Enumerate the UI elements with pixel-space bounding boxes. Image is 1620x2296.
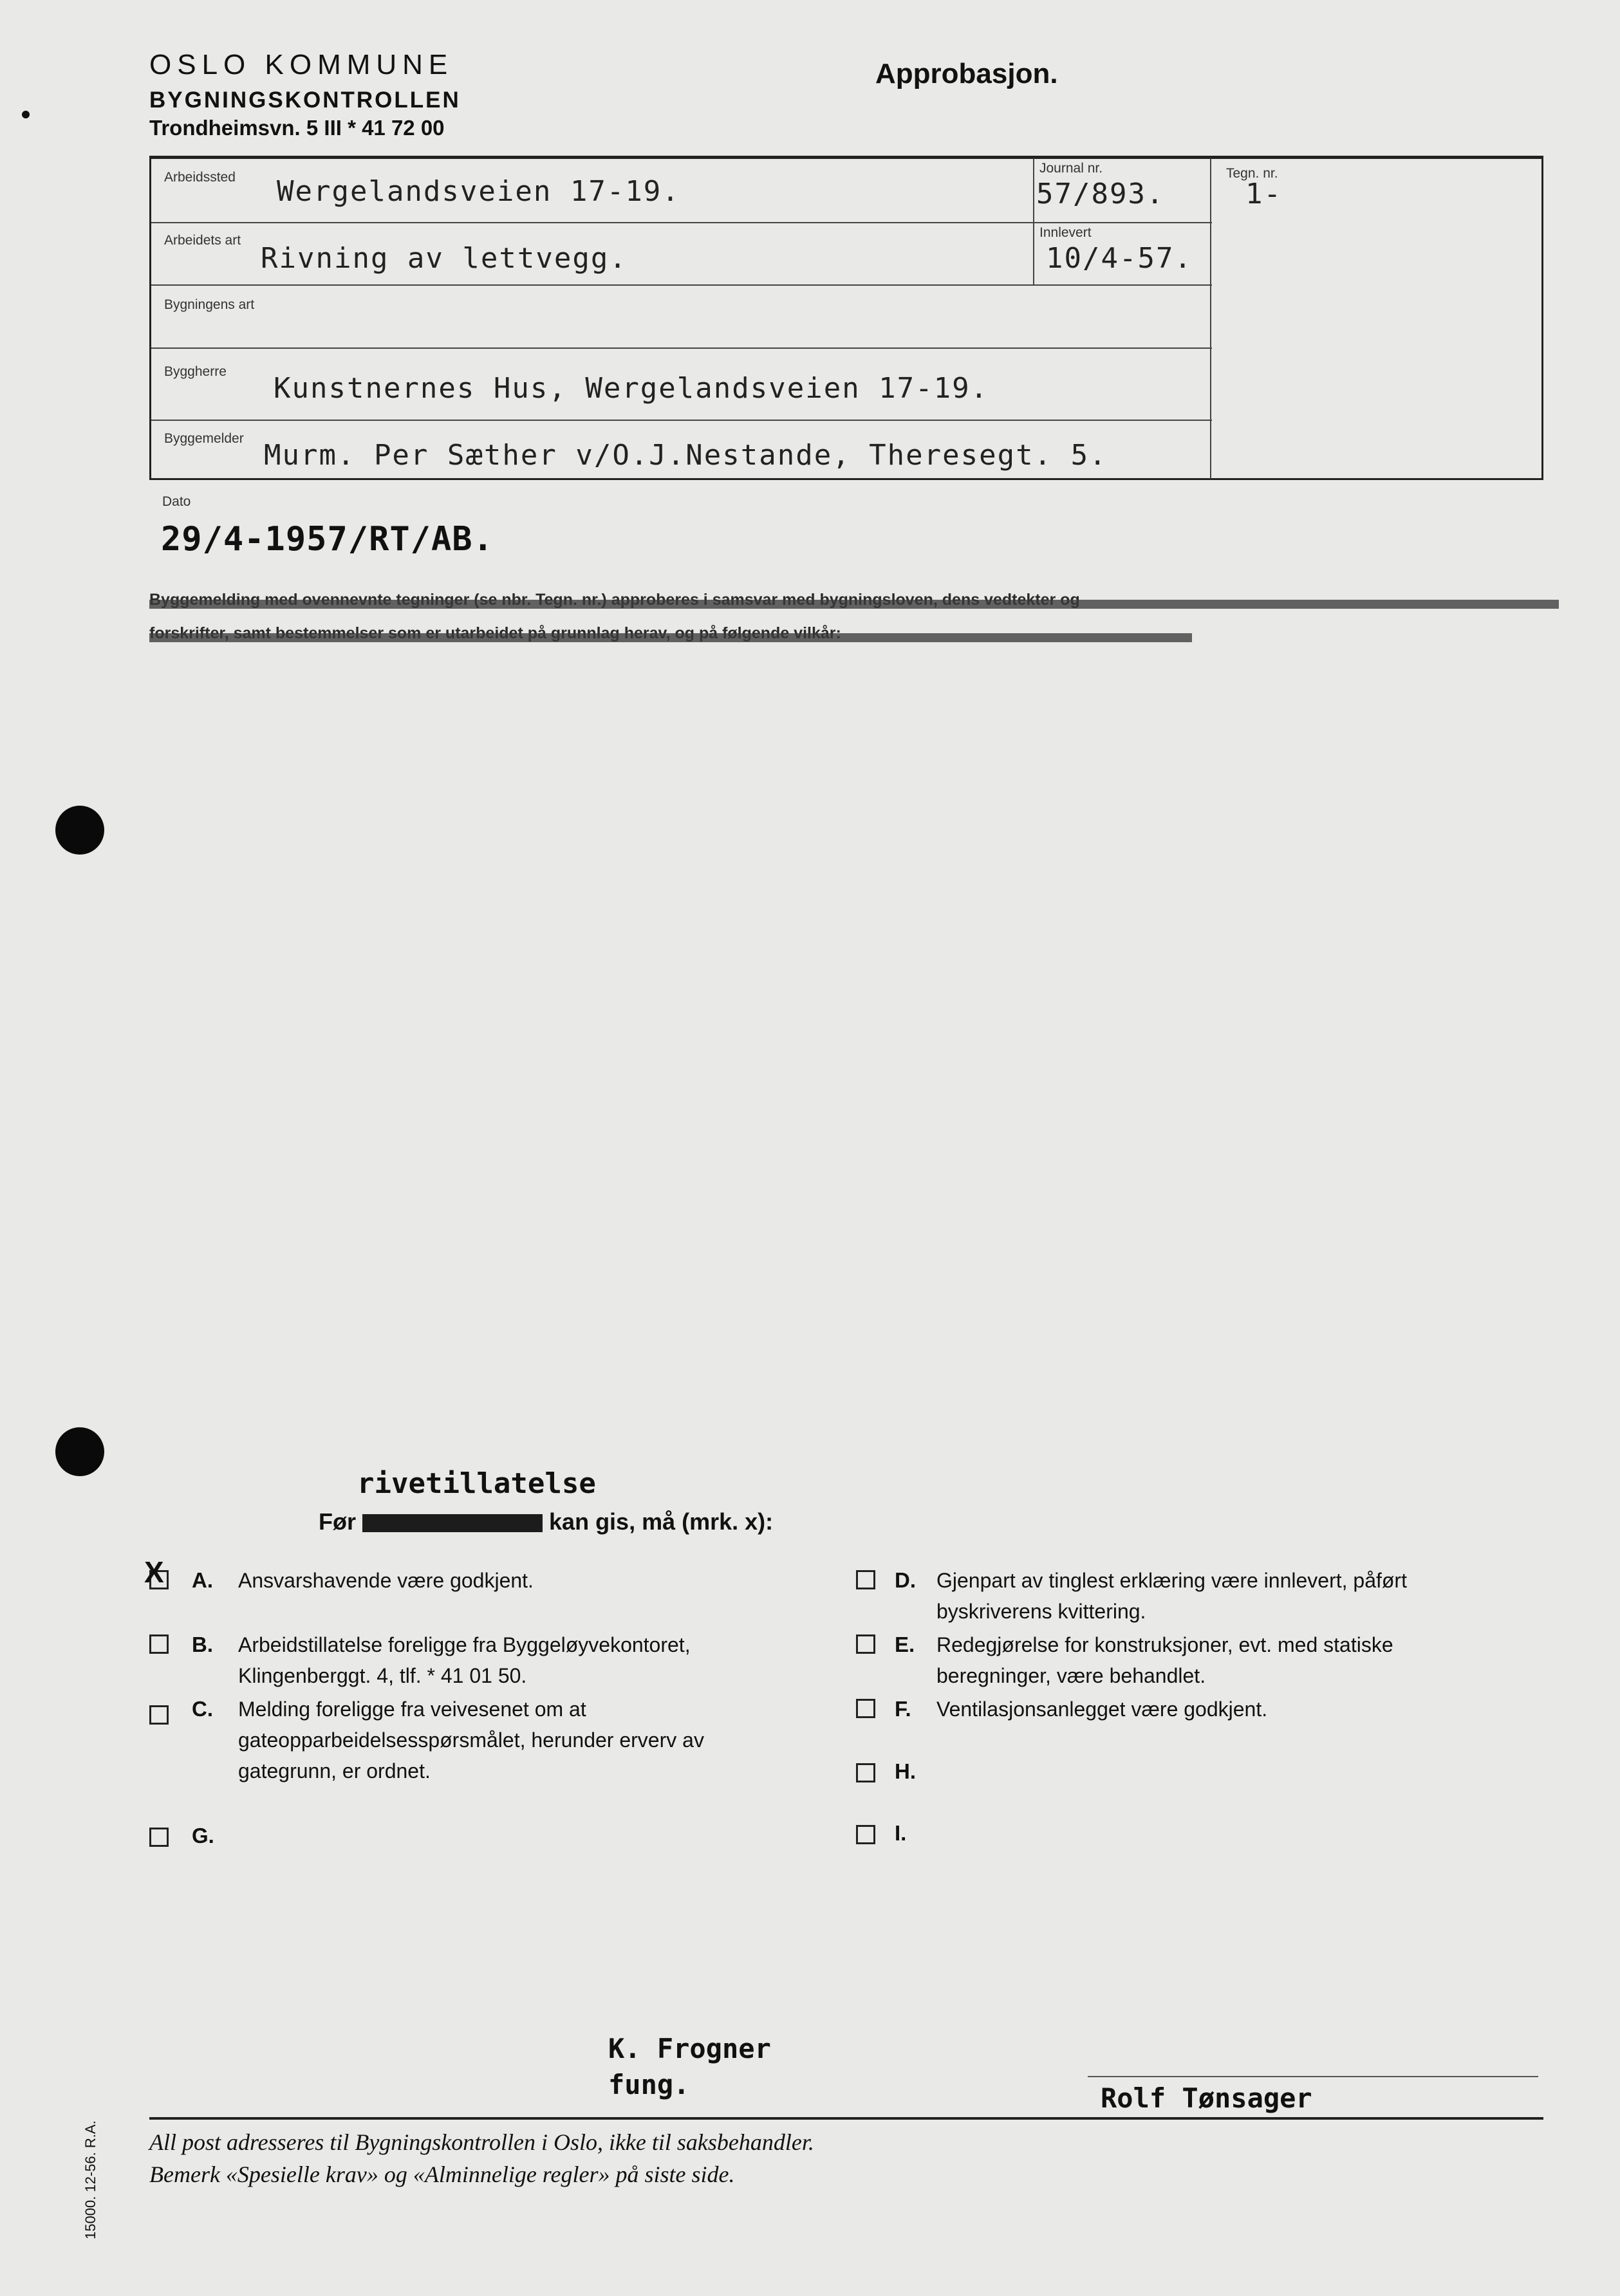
intro-pre: Før: [319, 1508, 356, 1535]
row-divider: [151, 284, 1212, 286]
strike-bar: [149, 600, 1559, 609]
checkbox-e[interactable]: [856, 1634, 875, 1654]
side-print-code: 15000. 12-56. R.A.: [82, 2120, 98, 2239]
dato-label: Dato: [162, 494, 191, 509]
journal-value: 57/893.: [1036, 178, 1165, 210]
condition-a-text: Ansvarshavende være godkjent.: [238, 1569, 534, 1592]
column-divider: [1033, 158, 1034, 284]
arbeidssted-label: Arbeidssted: [164, 170, 236, 185]
signature-1-title: fung.: [608, 2069, 690, 2100]
checkbox-i[interactable]: [856, 1825, 875, 1844]
signature-2-name: Rolf Tønsager: [1101, 2082, 1312, 2114]
journal-label: Journal nr.: [1039, 161, 1103, 176]
condition-letter: A.: [192, 1568, 213, 1592]
column-divider: [1210, 158, 1211, 479]
checkbox-f[interactable]: [856, 1699, 875, 1718]
byggherre-label: Byggherre: [164, 364, 227, 379]
row-divider: [151, 222, 1212, 223]
innlevert-label: Innlevert: [1039, 225, 1092, 240]
signature-line: [1088, 2076, 1538, 2077]
signature-1: [608, 2031, 771, 2103]
condition-letter: H.: [895, 1759, 916, 1783]
punch-dot: [22, 111, 30, 118]
innlevert-value: 10/4-57.: [1046, 242, 1193, 275]
address: Trondheimsvn. 5 III * 41 72 00: [149, 116, 445, 140]
intro-post: kan gis, må (mrk. x):: [549, 1508, 774, 1535]
byggemelder-label: Byggemelder: [164, 431, 244, 446]
checkbox-g[interactable]: [149, 1828, 169, 1847]
condition-f-text: Ventilasjonsanlegget være godkjent.: [936, 1698, 1268, 1721]
condition-letter: F.: [895, 1697, 911, 1721]
byggherre-value: Kunstnernes Hus, Wergelandsveien 17-19.: [274, 372, 989, 405]
signature-1-name: K. Frogner: [608, 2033, 771, 2064]
condition-b-text: Arbeidstillatelse foreligge fra Byggeløyvekontoret, Klingenberggt. 4, tlf. * 41 01 50.: [238, 1633, 691, 1687]
row-divider: [151, 347, 1212, 349]
checkbox-d[interactable]: [856, 1570, 875, 1589]
condition-letter: C.: [192, 1697, 213, 1721]
intro-redacted: [362, 1514, 543, 1532]
footer-rule: [149, 2117, 1543, 2120]
checkbox-b[interactable]: [149, 1634, 169, 1654]
tegn-label: Tegn. nr.: [1226, 166, 1278, 181]
arbeidets-art-value: Rivning av lettvegg.: [261, 242, 628, 275]
department: BYGNINGSKONTROLLEN: [149, 88, 461, 113]
strike-bar: [149, 633, 1192, 642]
document-title: Approbasjon.: [875, 58, 1058, 89]
footer-line-1: All post adresseres til Bygningskontrollen i Oslo, ikke til saksbehandler.: [149, 2129, 814, 2155]
checkbox-h[interactable]: [856, 1763, 875, 1782]
condition-d-text: Gjenpart av tinglest erklæring være innlevert, påført byskriverens kvittering.: [936, 1569, 1407, 1623]
condition-c-text: Melding foreligge fra veivesenet om at gateopparbeidelsesspørsmålet, herunder erverv av gategrunn, er ordnet.: [238, 1698, 704, 1782]
byggemelder-value: Murm. Per Sæther v/O.J.Nestande, Theresegt. 5.: [264, 439, 1108, 472]
conditions-title: rivetillatelse: [357, 1467, 596, 1500]
condition-letter: E.: [895, 1633, 915, 1656]
bygningens-art-label: Bygningens art: [164, 297, 255, 312]
conditions-intro: [319, 1508, 773, 1535]
condition-e-text: Redegjørelse for konstruksjoner, evt. med statiske beregninger, være behandlet.: [936, 1633, 1393, 1687]
arbeidssted-value: Wergelandsveien 17-19.: [277, 175, 680, 208]
condition-letter: B.: [192, 1633, 213, 1656]
org-name: OSLO KOMMUNE: [149, 49, 454, 80]
footer-line-2: Bemerk «Spesielle krav» og «Alminnelige regler» på siste side.: [149, 2162, 735, 2187]
condition-letter: D.: [895, 1568, 916, 1592]
dato-value: 29/4-1957/RT/AB.: [161, 520, 494, 559]
checkbox-c[interactable]: [149, 1705, 169, 1725]
punch-hole: [55, 806, 104, 855]
condition-letter: G.: [192, 1824, 214, 1847]
row-divider: [151, 420, 1212, 421]
checkmark-x: X: [144, 1555, 164, 1589]
arbeidets-art-label: Arbeidets art: [164, 233, 241, 248]
tegn-value: 1-: [1245, 178, 1282, 210]
condition-letter: I.: [895, 1821, 907, 1845]
punch-hole: [55, 1427, 104, 1476]
